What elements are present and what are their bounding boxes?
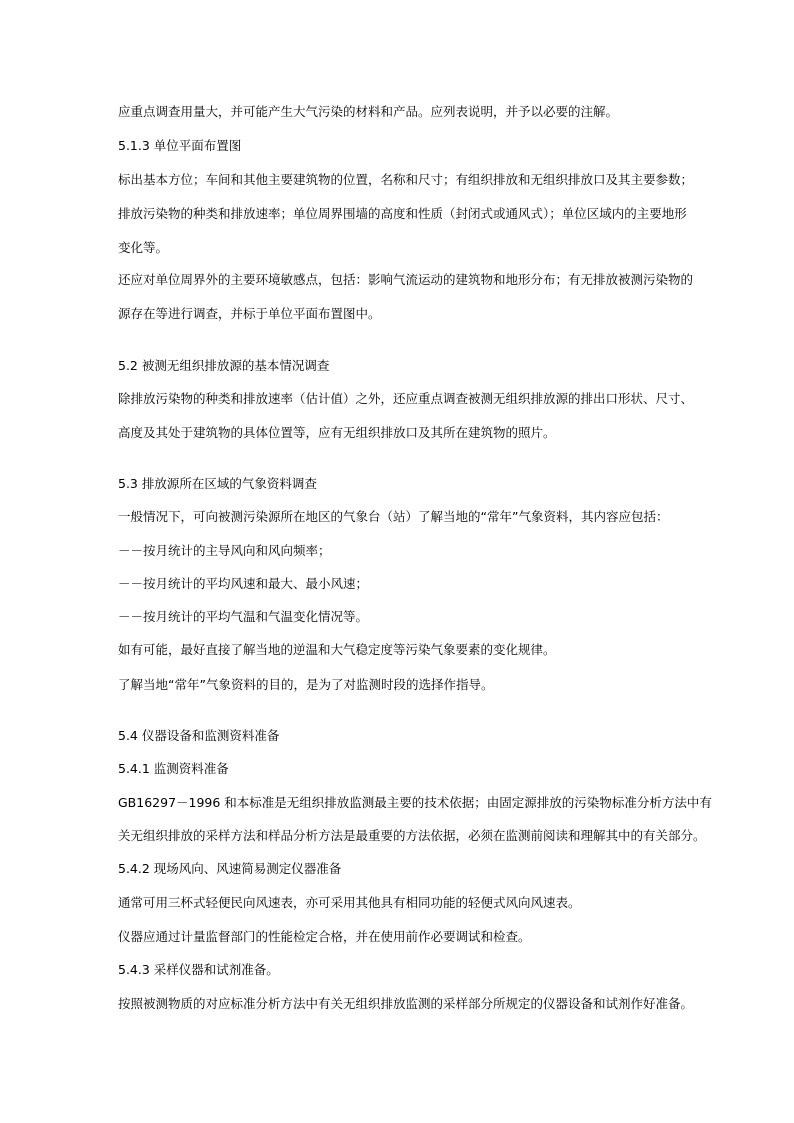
section-heading-5-4: 5.4 仪器设备和监测资料准备 xyxy=(118,728,280,743)
paragraph-line: 标出基本方位；车间和其他主要建筑物的位置，名称和尺寸；有组织排放和无组织排放口及其主要参数； xyxy=(118,172,694,187)
paragraph-line: 排放污染物的种类和排放速率；单位周界围墙的高度和性质（封闭式或通风式）；单位区域内的主要地形 xyxy=(118,206,687,221)
paragraph-line: 还应对单位周界外的主要环境敏感点，包括：影响气流运动的建筑物和地形分布；有无排放被测污染物的 xyxy=(118,272,694,287)
paragraph-line: 了解当地“常年”气象资料的目的，是为了对监测时段的选择作指导。 xyxy=(118,677,494,692)
paragraph-line: 关无组织排放的采样方法和样品分析方法是最重要的方法依据，必须在监测前阅读和理解其中的有关部分。 xyxy=(118,828,706,843)
paragraph-line: 仪器应通过计量监督部门的性能检定合格，并在使用前作必要调试和检查。 xyxy=(118,929,531,944)
paragraph-line: 除排放污染物的种类和排放速率（估计值）之外，还应重点调查被测无组织排放源的排出口形状、尺寸、 xyxy=(118,391,694,406)
paragraph-line: 如有可能，最好直接了解当地的逆温和大气稳定度等污染气象要素的变化规律。 xyxy=(118,642,556,657)
section-heading-5-1-3: 5.1.3 单位平面布置图 xyxy=(118,138,242,153)
list-item: －－按月统计的平均气温和气温变化情况等。 xyxy=(118,609,369,624)
paragraph-line: 一般情况下，可向被测污染源所在地区的气象台（站）了解当地的“常年”气象资料，其内容应包括： xyxy=(118,509,669,524)
section-heading-5-3: 5.3 排放源所在区域的气象资料调查 xyxy=(118,476,317,491)
paragraph-line: 变化等。 xyxy=(118,240,169,255)
section-heading-5-4-3: 5.4.3 采样仪器和试剂准备。 xyxy=(118,962,279,977)
paragraph-line: 源存在等进行调查，并标于单位平面布置图中。 xyxy=(118,306,381,321)
paragraph-line: GB16297－1996 和本标准是无组织排放监测最主要的技术依据；由固定源排放的污染物标准分析方法中有 xyxy=(118,795,712,810)
list-item: －－按月统计的平均风速和最大、最小风速； xyxy=(118,576,369,591)
section-heading-5-4-1: 5.4.1 监测资料准备 xyxy=(118,761,229,776)
section-heading-5-2: 5.2 被测无组织排放源的基本情况调查 xyxy=(118,358,330,373)
paragraph-line: 通常可用三杯式轻便民向风速表，亦可采用其他具有相同功能的轻便式风向风速表。 xyxy=(118,895,581,910)
section-heading-5-4-2: 5.4.2 现场风向、风速简易测定仪器准备 xyxy=(118,861,342,876)
list-item: －－按月统计的主导风向和风向频率； xyxy=(118,543,331,558)
paragraph-line: 按照被测物质的对应标准分析方法中有关无组织排放监测的采样部分所规定的仪器设备和试剂作好准备。 xyxy=(118,996,694,1011)
paragraph-line: 高度及其处于建筑物的具体位置等，应有无组织排放口及其所在建筑物的照片。 xyxy=(118,425,556,440)
paragraph-line: 应重点调查用量大，并可能产生大气污染的材料和产品。应列表说明，并予以必要的注解。 xyxy=(118,104,619,119)
